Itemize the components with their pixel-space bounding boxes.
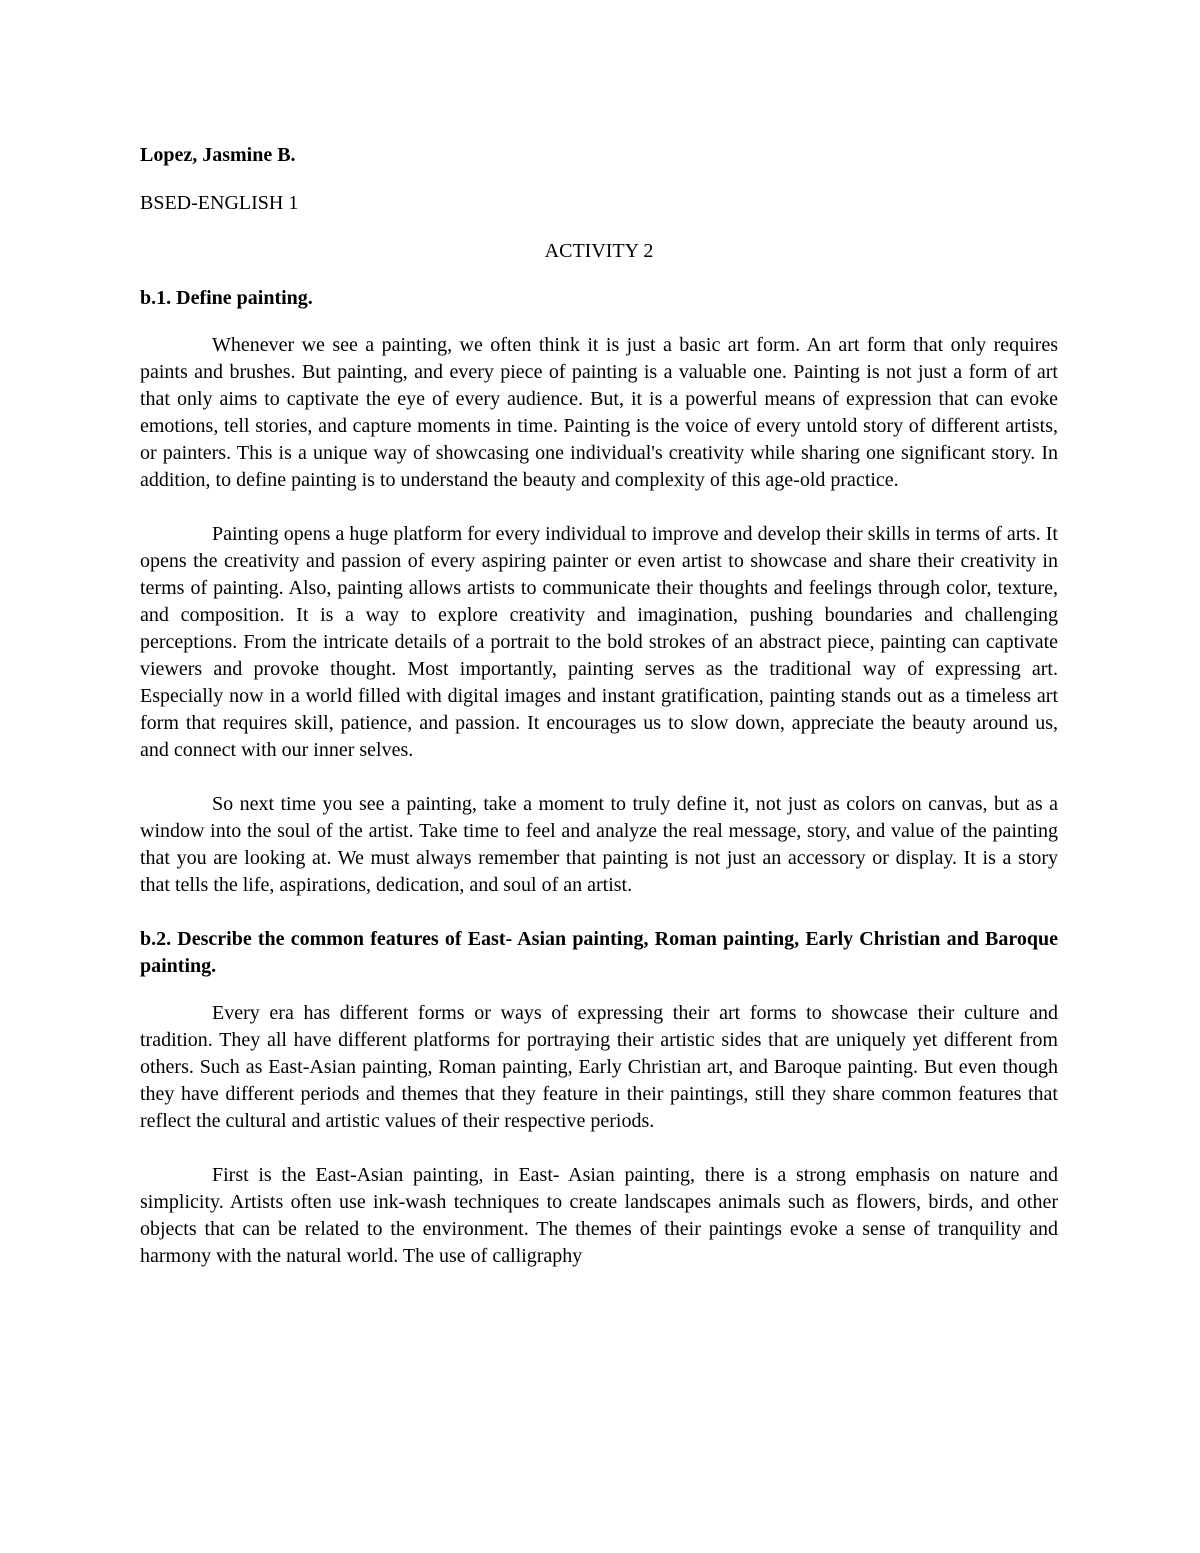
- student-name: Lopez, Jasmine B.: [140, 144, 296, 166]
- paragraph-b1-3: So next time you see a painting, take a moment to truly define it, not just as colors on canvas, but as a window into the soul of the artist. Take time to feel and analyze the real message, story, and value of the painting that you are looking at. We must always remember that painting is not just an accessory or display. It is a story that tells the life, aspirations, dedication, and soul of an artist.: [140, 793, 1058, 896]
- paragraph-b1-2: Painting opens a huge platform for every individual to improve and develop their skills in terms of arts. It opens the creativity and passion of every aspiring painter or even artist to showcase and share their creativity in terms of painting. Also, painting allows artists to communicate their thoughts and feelings through color, texture, and composition. It is a way to explore creativity and imagination, pushing boundaries and challenging perceptions. From the intricate details of a portrait to the bold strokes of an abstract piece, painting can captivate viewers and provoke thought. Most importantly, painting serves as the traditional way of expressing art. Especially now in a world filled with digital images and instant gratification, painting stands out as a timeless art form that requires skill, patience, and passion. It encourages us to slow down, appreciate the beauty around us, and connect with our inner selves.: [140, 523, 1058, 761]
- paragraph-b2-2: First is the East-Asian painting, in East- Asian painting, there is a strong emphasis on nature and simplicity. Artists often use ink-wash techniques to create landscapes animals such as flowers, birds, and other objects that can be related to the environment. The themes of their paintings evoke a sense of tranquility and harmony with the natural world. The use of calligraphy: [140, 1164, 1058, 1267]
- paragraph-b2-1: Every era has different forms or ways of expressing their art forms to showcase their culture and tradition. They all have different platforms for portraying their artistic sides that are uniquely yet different from others. Such as East-Asian painting, Roman painting, Early Christian art, and Baroque painting. But even though they have different periods and themes that they feature in their paintings, still they share common features that reflect the cultural and artistic values of their respective periods.: [140, 1002, 1058, 1132]
- question-b2: b.2. Describe the common features of East- Asian painting, Roman painting, Early Christian and Baroque painting.: [140, 928, 1058, 977]
- paragraph-b1-1: Whenever we see a painting, we often think it is just a basic art form. An art form that only requires paints and brushes. But painting, and every piece of painting is a valuable one. Painting is not just a form of art that only aims to captivate the eye of every audience. But, it is a powerful means of expression that can evoke emotions, tell stories, and capture moments in time. Painting is the voice of every untold story of different artists, or painters. This is a unique way of showcasing one individual's creativity while sharing one significant story. In addition, to define painting is to understand the beauty and complexity of this age-old practice.: [140, 334, 1058, 491]
- question-b1: b.1. Define painting.: [140, 287, 313, 309]
- course-label: BSED-ENGLISH 1: [140, 192, 299, 214]
- document-body: [140, 142, 1058, 1270]
- activity-title: ACTIVITY 2: [544, 240, 654, 262]
